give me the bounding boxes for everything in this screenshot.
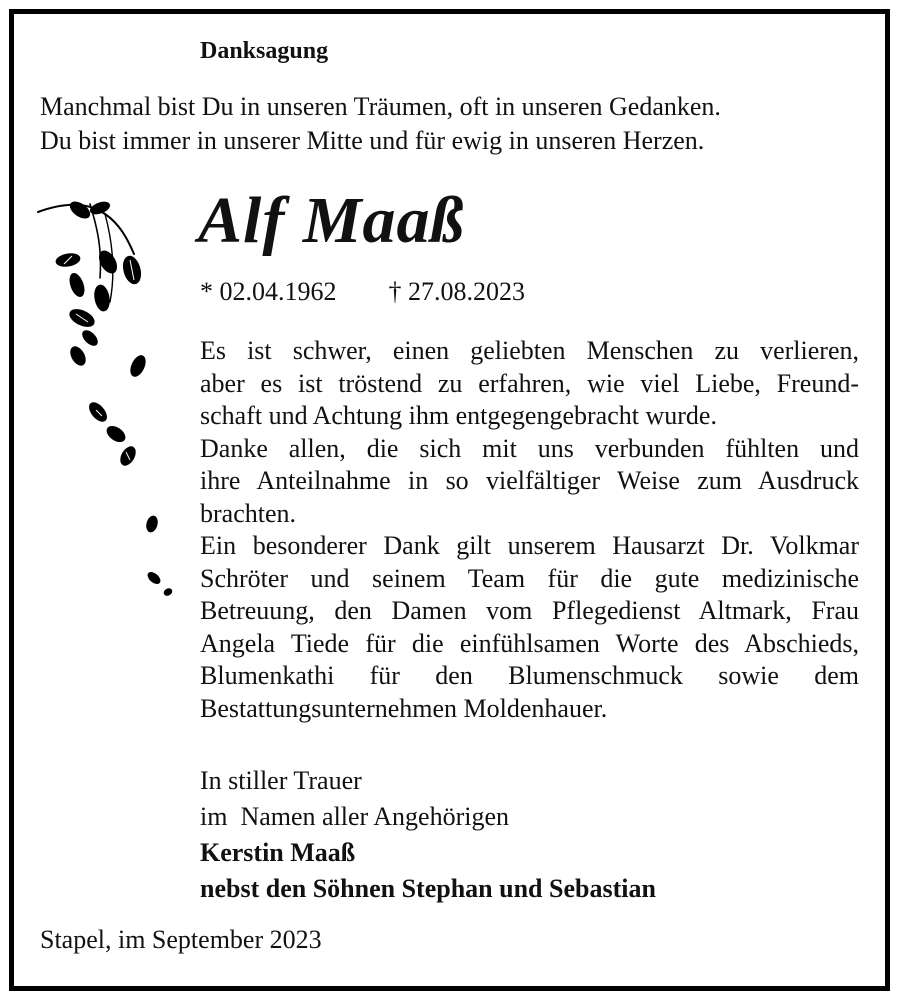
thank-you-text [200,335,859,725]
body-line-9: Betreuung, den Damen vom Pflegedienst Altmark, Frau [200,596,859,625]
body-line-7: Ein besonderer Dank gilt unserem Hausarzt Dr. Volkmar [200,531,859,560]
leaf-1 [68,199,93,221]
leaf-4 [67,272,86,299]
heading-danksagung: Danksagung [200,38,329,64]
death-date: † 27.08.2023 [388,277,525,306]
body-line-6: brachten. [200,498,297,528]
leaf-10 [68,344,88,367]
body-line-1: Es ist schwer, einen geliebten Menschen zu verlieren, [200,336,859,365]
signature-block [200,763,656,907]
signature-line-1: In stiller Trauer [200,766,362,795]
signature-line-2: im Namen aller Angehörigen [200,802,510,831]
leaf-16 [146,570,162,585]
body-line-8: Schröter und seinem Team für die gute medizinische [200,563,859,593]
signature-name: Kerstin Maaß [200,838,356,867]
leaf-13 [104,423,127,444]
leaf-7 [93,284,111,312]
body-line-12: Bestattungsunternehmen Moldenhauer. [200,693,608,723]
leaf-9 [80,328,100,348]
body-line-10: Angela Tiede für die einfühlsamen Worte des Abschieds, [200,628,859,658]
leaf-15 [145,515,159,533]
body-line-11: Blumenkathi für den Blumenschmuck sowie dem [200,661,859,690]
intro-verse [40,90,721,158]
leaf-17 [163,587,173,596]
intro-line-2: Du bist immer in unserer Mitte und für ewig in unseren Herzen. [40,126,705,155]
life-dates [200,275,525,309]
leaf-11 [128,353,148,378]
signature-family: nebst den Söhnen Stephan und Sebastian [200,874,656,903]
body-line-2: aber es ist tröstend zu erfahren, wie viel Liebe, Freund- [200,368,859,398]
body-line-4: Danke allen, die sich mit uns verbunden fühlten und [200,433,859,463]
falling-leaves-icon [30,190,180,610]
intro-line-1: Manchmal bist Du in unseren Träumen, oft in unseren Gedanken. [40,92,721,121]
body-line-5: ihre Anteilnahme in so vielfältiger Weise zum Ausdruck [200,466,859,495]
place-date-footer: Stapel, im September 2023 [40,925,322,954]
body-line-3: schaft und Achtung ihm entgegengebracht wurde. [200,401,717,430]
deceased-name: Alf Maaß [198,184,465,257]
birth-date: * 02.04.1962 [200,277,337,306]
